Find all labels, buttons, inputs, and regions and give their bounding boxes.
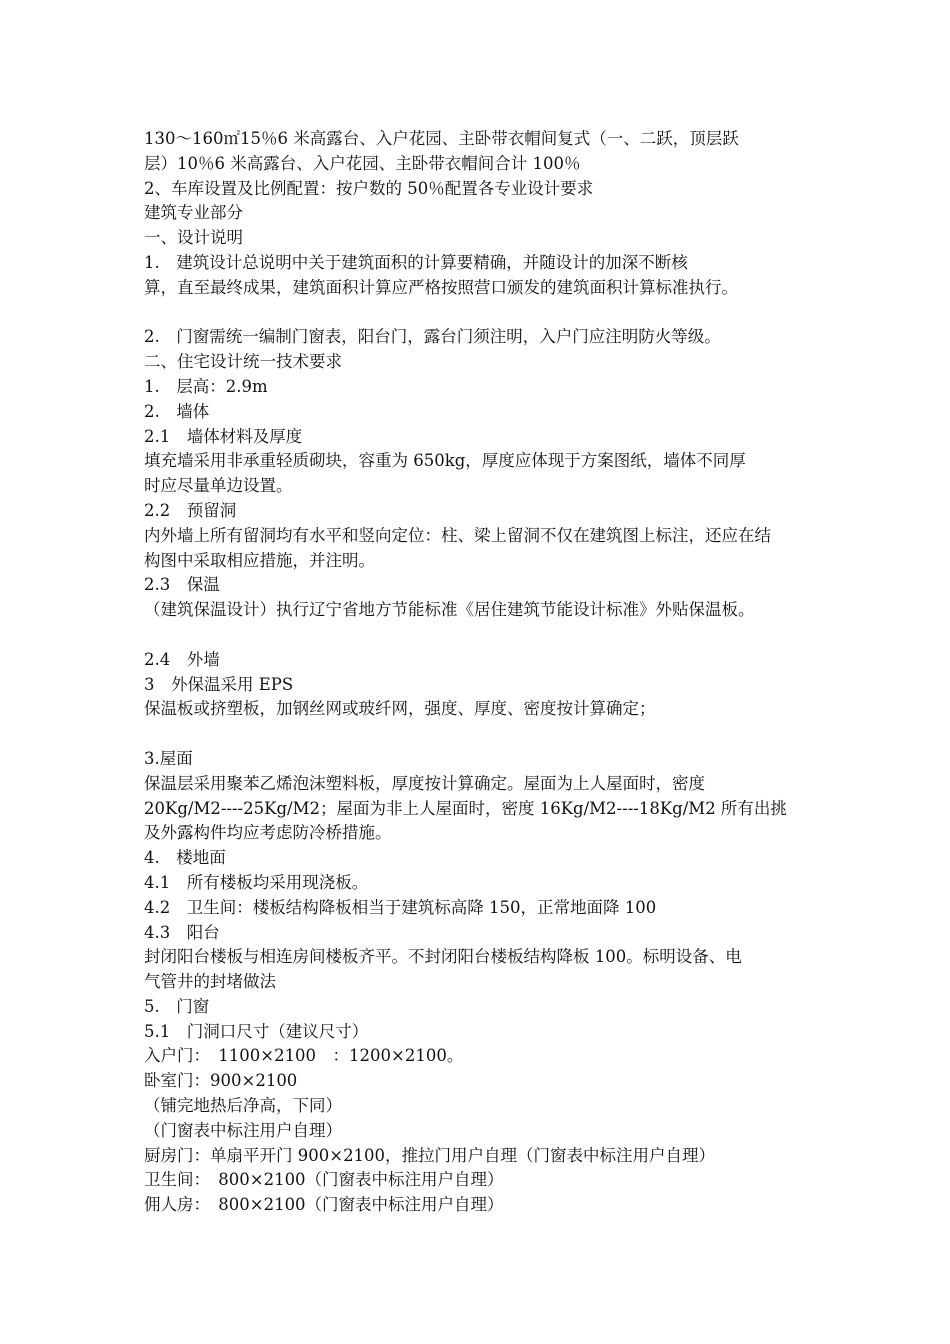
heading-floor: 4. 楼地面 bbox=[144, 848, 226, 868]
text-line-20: （建筑保温设计）执行辽宁省地方节能标准《居住建筑节能设计标准》外贴保温板。 bbox=[144, 600, 755, 620]
text-line-34: 封闭阳台楼板与相连房间楼板齐平。不封闭阳台楼板结构降板 100。标明设备、电 bbox=[144, 947, 742, 967]
text-line-1: 130～160㎡15％6 米高露台、入户花园、主卧带衣帽间复式（一、二跃，顶层跃 bbox=[144, 129, 739, 148]
text-line-35: 气管井的封堵做法 bbox=[144, 972, 276, 992]
text-line-38: 入户门： 1100×2100 ：1200×2100。 bbox=[144, 1046, 464, 1066]
heading-roof: 3.屋面 bbox=[144, 748, 193, 768]
text-line-7: 算，直至最终成果，建筑面积计算应严格按照营口颁发的建筑面积计算标准执行。 bbox=[144, 277, 738, 297]
text-line-43: 卫生间： 800×2100（门窗表中标注用户自理） bbox=[144, 1170, 504, 1190]
heading-door-opening-size: 5.1 门洞口尺寸（建议尺寸） bbox=[144, 1021, 369, 1041]
blank-line bbox=[144, 623, 824, 648]
text-line-24: 保温板或挤塑板，加钢丝网或玻纤网，强度、厚度、密度按计算确定； bbox=[144, 699, 656, 719]
text-line-29: 及外露构件均应考虑防冷桥措施。 bbox=[144, 823, 392, 843]
text-line-23: 3 外保温采用 EPS bbox=[144, 674, 294, 694]
heading-wall: 2. 墙体 bbox=[144, 401, 210, 421]
text-line-27: 保温层采用聚苯乙烯泡沫塑料板，厚度按计算确定。屋面为上人屋面时，密度 bbox=[144, 773, 705, 793]
text-line-41: （门窗表中标注用户自理） bbox=[144, 1120, 342, 1140]
heading-insulation: 2.3 保温 bbox=[144, 575, 220, 595]
text-line-14: 填充墙采用非承重轻质砌块，容重为 650kg，厚度应体现于方案图纸，墙体不同厚 bbox=[144, 451, 746, 471]
text-line-42: 厨房门：单扇平开门 900×2100，推拉门用户自理（门窗表中标注用户自理） bbox=[144, 1145, 716, 1165]
heading-doors-windows: 5. 门窗 bbox=[144, 996, 210, 1016]
section-heading-architecture: 建筑专业部分 bbox=[144, 203, 243, 223]
text-line-3: 2、车库设置及比例配置：按户数的 50％配置各专业设计要求 bbox=[144, 178, 594, 198]
heading-reserved-holes: 2.2 预留洞 bbox=[144, 500, 237, 520]
text-line-40: （铺完地热后净高，下同） bbox=[144, 1096, 342, 1116]
text-line-11: 1. 层高：2.9m bbox=[144, 376, 268, 396]
text-line-31: 4.1 所有楼板均采用现浇板。 bbox=[144, 872, 369, 892]
blank-line bbox=[144, 301, 824, 326]
text-line-18: 构图中采取相应措施，并注明。 bbox=[144, 550, 375, 570]
text-line-9: 2. 门窗需统一编制门窗表，阳台门，露台门须注明，入户门应注明防火等级。 bbox=[144, 327, 721, 347]
text-line-44: 佣人房： 800×2100（门窗表中标注用户自理） bbox=[144, 1195, 504, 1215]
document-page bbox=[144, 127, 824, 1218]
heading-balcony: 4.3 阳台 bbox=[144, 922, 220, 942]
text-line-39: 卧室门：900×2100 bbox=[144, 1071, 298, 1091]
blank-line bbox=[144, 722, 824, 747]
heading-tech-requirements: 二、住宅设计统一技术要求 bbox=[144, 352, 342, 372]
heading-wall-material: 2.1 墙体材料及厚度 bbox=[144, 426, 303, 446]
text-line-6: 1. 建筑设计总说明中关于建筑面积的计算要精确，并随设计的加深不断核 bbox=[144, 252, 688, 272]
heading-design-notes: 一、设计说明 bbox=[144, 228, 243, 248]
text-line-17: 内外墙上所有留洞均有水平和竖向定位：柱、梁上留洞不仅在建筑图上标注，还应在结 bbox=[144, 525, 771, 545]
text-line-32: 4.2 卫生间：楼板结构降板相当于建筑标高降 150，正常地面降 100 bbox=[144, 897, 657, 917]
heading-exterior-wall: 2.4 外墙 bbox=[144, 649, 220, 669]
text-line-28: 20Kg/M2----25Kg/M2；屋面为非上人屋面时，密度 16Kg/M2----18Kg/M2 所有出挑 bbox=[144, 798, 787, 818]
text-line-15: 时应尽量单边设置。 bbox=[144, 476, 293, 496]
text-line-2: 层）10％6 米高露台、入户花园、主卧带衣帽间合计 100％ bbox=[144, 153, 581, 173]
